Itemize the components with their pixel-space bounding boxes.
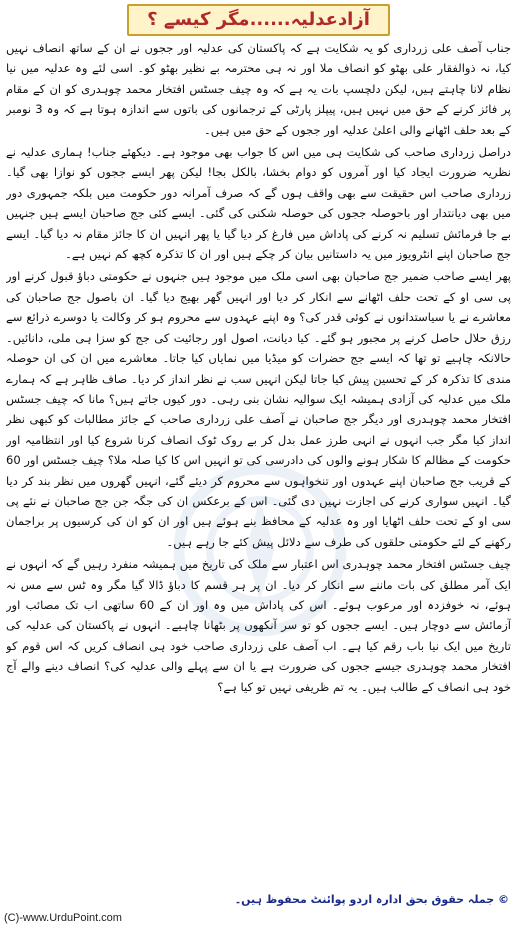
title-wrap <box>0 4 517 36</box>
paragraph: جناب آصف علی زرداری کو یہ شکایت ہے کہ پاکستان کی عدلیہ اور ججوں نے ان کے ساتھ انصاف نہیں کیا، نہ ذوالفقار علی بھٹو کو انصاف ملا اور نہ ہی محترمہ بے نظیر بھٹو کو۔ اسی لئے وہ عدلیہ میں نیا نظام لانا چاہتے ہیں، لیکن دلچسپ بات یہ ہے کہ وہ چیف جسٹس افتخار محمد چوہدری کو ان کے مقام پر فائز کرنے کے حق میں نہیں ہیں، پیپلز پارٹی کے ترجمانوں کی باتوں سے اندازہ ہوتا ہے کہ وہ 3 نومبر کے بعد حلف اٹھانے والی اعلیٰ عدلیہ اور ججوں کے حق میں ہیں۔ <box>6 41 511 137</box>
footer-copyright-urdu: © جملہ حقوق بحق ادارہ اردو پوائنٹ محفوظ ہیں۔ <box>234 893 509 906</box>
footer-copyright-url[interactable]: (C)-www.UrduPoint.com <box>4 912 122 924</box>
article-body <box>6 38 511 890</box>
paragraph: چیف جسٹس افتخار محمد چوہدری اس اعتبار سے ملک کی تاریخ میں ہمیشہ منفرد رہیں گے کہ انہوں نے ایک آمر مطلق کی بات ماننے سے انکار کر دیا۔ ان پر ہر قسم کا دباؤ ڈالا گیا مگر وہ ٹس سے مس نہ ہوئے، نہ خوفزدہ اور مرعوب ہوئے۔ اس کی پاداش میں وہ اور ان کے 60 ساتھی اب تک مصائب اور آزمائش سے دوچار ہیں۔ ایسے ججوں کو تو سر آنکھوں پر بٹھانا چاہیے۔ انہوں نے پاکستان کی عدلیہ کی تاریخ میں ایک نیا باب رقم کیا ہے۔ اب آصف علی زرداری صاحب خود ہی انصاف کریں کہ اس قوم کو افتخار محمد چوہدری جیسے ججوں کی ضرورت ہے یا ان سے پہلے والی عدلیہ کی؟ انصاف دینے والے آج خود ہی انصاف کے طالب ہیں۔ یہ تم ظریفی نہیں تو کیا ہے؟ <box>6 557 511 694</box>
article-title: آزادعدلیہ......مگر کیسے ؟ <box>127 4 390 36</box>
paragraph: دراصل زرداری صاحب کی شکایت ہی میں اس کا جواب بھی موجود ہے۔ دیکھئے جناب! ہماری عدلیہ نے نظریہ ضرورت ایجاد کیا اور آمروں کو دوام بخشا، بالکل بجا! لیکن پھر ایسے ججوں کو نوازا بھی گیا۔ زرداری صاحب اس حقیقت سے بھی واقف ہوں گے کہ صرف آمرانہ دور حکومت میں بلکہ جمہوری دور میں بھی دیانتدار اور باحوصلہ ججوں کی حوصلہ شکنی کی گئی۔ ایسے کئی جج صاحبان ایسے ہیں جنہیں بے جا فرمائش تسلیم نہ کرنے کی پاداش میں فارغ کر دیا گیا یا پھر انہیں ان کا جائز مقام نہ دیا گیا۔ ایسے جج صاحبان اپنے انٹرویوز میں یہ داستانیں بیان کر چکے ہیں اور ان کا تذکرہ کچھ کم نہیں ہے۔ <box>6 145 511 262</box>
paragraph: پھر ایسے صاحب ضمیر جج صاحبان بھی اسی ملک میں موجود ہیں جنہوں نے حکومتی دباؤ قبول کرنے اور پی سی او کے تحت حلف اٹھانے سے انکار کر دیا اور انہیں گھر بھیج دیا گیا۔ ان باصول جج صاحبان کی معاشرے نے یا سیاستدانوں نے کوئی قدر کی؟ وہ اپنے عہدوں سے محروم ہو کر وکالت یا دوسرے ذرائع سے رزق حلال حاصل کرنے پر مجبور ہو گئے۔ کیا دیانت، اصول اور رجائیت کی جج کو سزا ہی ملی، دانائیں۔ حالانکہ چاہیے تو تھا کہ ایسے جج حضرات کو میڈیا میں نمایاں کیا جاتا۔ معاشرے میں ان کی ان حوصلہ مندی کا تذکرہ کر کے تحسین پیش کیا جاتا لیکن انہیں سب نے نظر انداز کر دیا۔ صاف ظاہر ہے کہ ہمارے ملک میں عدلیہ کی آزادی ہمیشہ ایک سوالیہ نشان بنی رہی۔ دور کیوں جاتے ہیں؟ مانا کہ چیف جسٹس افتخار محمد چوہدری اور دیگر جج صاحبان نے آصف علی زرداری صاحب کے جائز مطالبات کو کبھی نظر انداز کیا مگر جب انہوں نے انہی طرز عمل بدل کر بے روک ٹوک انصاف کرنا شروع کیا اور انتظامیہ اور حکومت کے مظالم کا شکار ہونے والوں کی دادرسی کی تو انہیں اس کا کیا صلہ ملا؟ چیف جسٹس اور 60 کے قریب جج صاحبان اپنے عہدوں اور تنخواہوں سے محروم کر دیئے گئے، انہیں گھروں میں نظر بند کر دیا گیا۔ انہیں سواری کرنے کی اجازت نہیں دی گئی۔ اس کے برعکس ان کی جگہ جن جج صاحبان نے نئے پی سی او کے تحت حلف اٹھایا اور وہ عدلیہ کے محافظ بنے ہوئے ہیں اور ان کو ان کی کرسیوں پر براجمان رکھنے کے لئے حکومتی حلقوں کی طرف سے دلائل پیش کئے جا رہے ہیں۔ <box>6 269 511 549</box>
